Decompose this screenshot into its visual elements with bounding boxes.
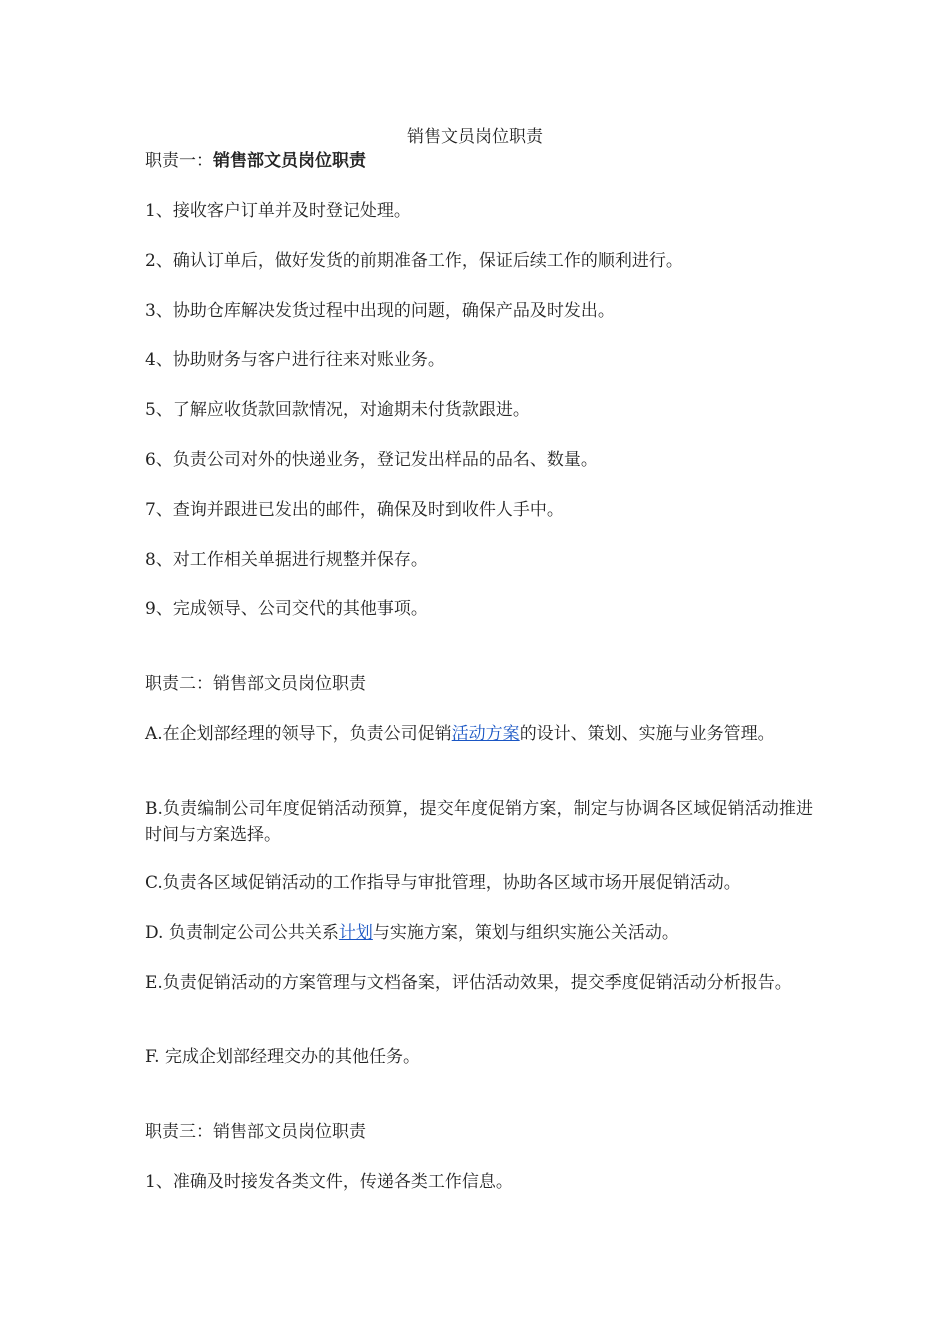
section2-item-d-text-after: 与实施方案，策划与组织实施公关活动。 xyxy=(372,923,679,943)
section2-item-b: B.负责编制公司年度促销活动预算，提交年度促销方案，制定与协调各区域促销活动推进时间与方案选择。 xyxy=(145,799,813,845)
document-title: 销售文员岗位职责 xyxy=(407,127,543,147)
section1-item-5: 5、了解应收货款回款情况，对逾期未付货款跟进。 xyxy=(145,400,530,420)
section2-item-d xyxy=(145,920,813,946)
section1-item-1: 1、接收客户订单并及时登记处理。 xyxy=(145,201,411,221)
section2-item-a xyxy=(145,721,813,747)
section1-item-8: 8、对工作相关单据进行规整并保存。 xyxy=(145,550,428,570)
plan-link[interactable]: 计划 xyxy=(338,923,373,943)
section1-item-3: 3、协助仓库解决发货过程中出现的问题，确保产品及时发出。 xyxy=(145,301,615,321)
section2-item-a-text-after: 的设计、策划、实施与业务管理。 xyxy=(519,724,775,744)
section2-item-a-text-before: A.在企划部经理的领导下，负责公司促销 xyxy=(145,724,452,744)
section1-item-6: 6、负责公司对外的快递业务，登记发出样品的品名、数量。 xyxy=(145,450,598,470)
section2-item-f: F. 完成企划部经理交办的其他任务。 xyxy=(145,1047,420,1067)
section1-item-7: 7、查询并跟进已发出的邮件，确保及时到收件人手中。 xyxy=(145,500,564,520)
section1-item-9: 9、完成领导、公司交代的其他事项。 xyxy=(145,599,428,619)
section1-heading-bold: 销售部文员岗位职责 xyxy=(213,151,366,171)
section3-heading: 职责三：销售部文员岗位职责 xyxy=(145,1122,366,1142)
section2-item-d-text-before: D. 负责制定公司公共关系 xyxy=(145,923,339,943)
section1-item-4: 4、协助财务与客户进行往来对账业务。 xyxy=(145,350,445,370)
section1-heading-prefix: 职责一： xyxy=(145,151,213,171)
activity-plan-link[interactable]: 活动方案 xyxy=(451,724,520,744)
section1-heading xyxy=(145,148,813,174)
section2-item-c: C.负责各区域促销活动的工作指导与审批管理，协助各区域市场开展促销活动。 xyxy=(145,873,741,893)
section3-item-1: 1、准确及时接发各类文件，传递各类工作信息。 xyxy=(145,1172,513,1192)
section2-item-e: E.负责促销活动的方案管理与文档备案，评估活动效果，提交季度促销活动分析报告。 xyxy=(145,973,792,993)
section2-heading: 职责二：销售部文员岗位职责 xyxy=(145,674,366,694)
section1-item-2: 2、确认订单后，做好发货的前期准备工作，保证后续工作的顺利进行。 xyxy=(145,251,683,271)
